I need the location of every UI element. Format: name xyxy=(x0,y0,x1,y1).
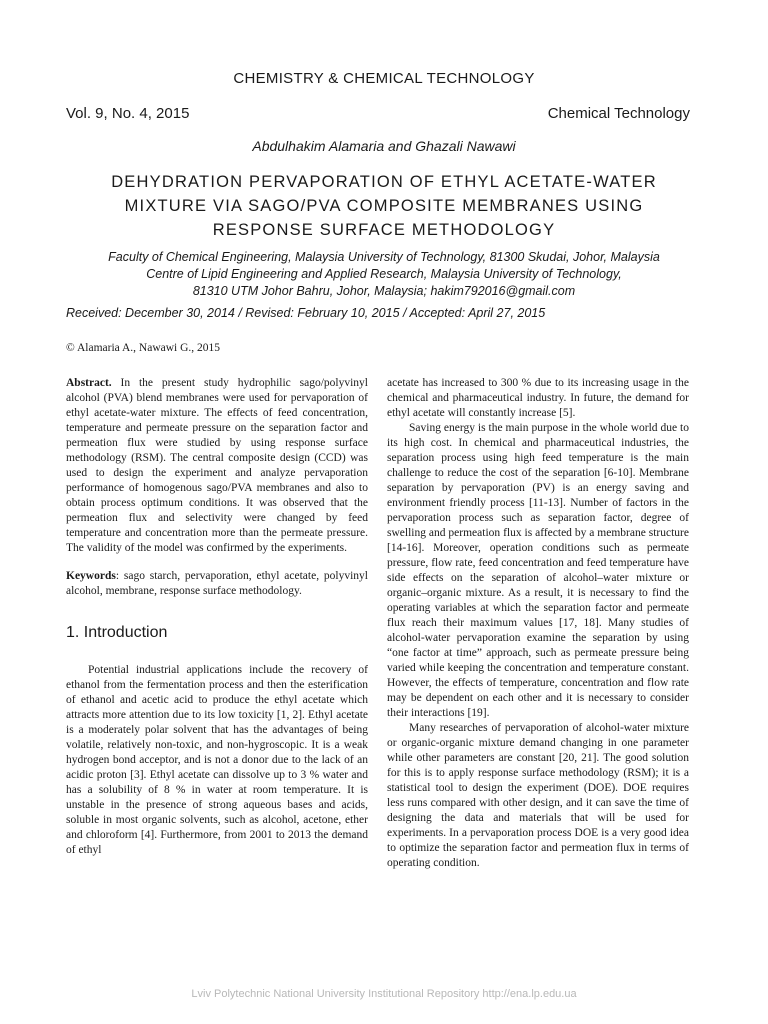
keywords-text: : sago starch, pervaporation, ethyl acetate, polyvinyl alcohol, membrane, response surface methodology. xyxy=(66,570,368,597)
intro-paragraph: acetate has increased to 300 % due to its increasing usage in the chemical and pharmaceutical industry. In future, the demand for ethyl acetate will constantly increase [5]. xyxy=(387,377,689,419)
intro-paragraph: Potential industrial applications include the recovery of ethanol from the fermentation process and then the esterification of ethanol and acetic acid to produce the ethyl acetate which attracts more attention due to its low toxicity [1, 2]. Ethyl acetate is a moderately polar solvent that has the advantages of being volatile, relatively non-toxic, and non-hygroscopic. It is a weak hydrogen bond acceptor, and is not a donor due to the lack of an acidic proton [3]. Ethyl acetate can dissolve up to 3 % water and has a solubility of 8 % in water at room temperature. It is unstable in the presence of strong aqueous bases and acids, soluble in most organic solvents, such as alcohol, acetone, ether and chloroform [4]. Furthermore, from 2001 to 2013 the demand of ethyl xyxy=(66,664,368,856)
issue-row xyxy=(66,105,690,122)
right-column xyxy=(387,376,689,871)
keywords xyxy=(66,569,368,599)
paper-title-line: RESPONSE SURFACE METHODOLOGY xyxy=(212,221,556,239)
affiliation-line: 81310 UTM Johor Bahru, Johor, Malaysia; hakim792016@gmail.com xyxy=(192,284,576,298)
affiliation-line: Faculty of Chemical Engineering, Malaysia University of Technology, 81300 Skudai, Johor, Malaysia xyxy=(108,250,660,264)
publication-dates: Received: December 30, 2014 / Revised: February 10, 2015 / Accepted: April 27, 2015 xyxy=(66,306,546,320)
article-authors: Abdulhakim Alamaria and Ghazali Nawawi xyxy=(252,138,516,154)
intro-paragraph: Saving energy is the main purpose in the whole world due to its high cost. In chemical and pharmaceutical industries, the separation process using high feed temperature is the main challenge to reduce the cost of the separation [6-10]. Membrane separation by pervaporation (PV) is an energy saving and environment friendly process [11-13]. Number of factors in the pervaporation process such as separation factor, degree of swelling and permeation flux is affected by a membrane structure [14-16]. Moreover, operation conditions such as permeate pressure, flow rate, feed concentration and feed temperature have side effects on the separation of alcohol–water mixture or organic–organic mixture. As a result, it is necessary to find the operating variables at which the separation factor and permeate flux reach their maximum values [17, 18]. Many studies of alcohol-water pervaporation examine the separation by using “one factor at time” approach, such as permeate pressure being varied while keeping the concentration and temperature constant. However, the effects of temperature, concentration and flow rate may be dependent on each other and it is necessary to consider their interactions [19]. xyxy=(387,422,689,719)
affiliations xyxy=(40,249,728,300)
journal-section: Chemical Technology xyxy=(547,105,690,122)
repository-footer: Lviv Polytechnic National University Institutional Repository http://ena.lp.edu.ua xyxy=(191,988,577,1000)
section-heading-introduction: 1. Introduction xyxy=(66,624,168,641)
abstract-text: In the present study hydrophilic sago/polyvinyl alcohol (PVA) blend membranes were used for pervaporation of ethyl acetate-water mixture. The effects of feed concentration, temperature and permeate pressure on the separation factor and permeation flux were studied by using response surface methodology (RSM). The central composite design (CCD) was used to design the experiment and analyze pervaporation performance of homogenous sago/PVA membranes and also to obtain process optimum conditions. It was observed that the permeation flux and selectivity were changed by feed temperature and concentration more than the permeate pressure. The validity of the model was confirmed by the experiments. xyxy=(66,377,369,554)
abstract-label: Abstract. xyxy=(66,377,112,389)
paper-title xyxy=(60,170,708,242)
keywords-label: Keywords xyxy=(66,570,116,582)
left-column xyxy=(66,376,368,858)
volume-info: Vol. 9, No. 4, 2015 xyxy=(66,105,190,122)
journal-title: CHEMISTRY & CHEMICAL TECHNOLOGY xyxy=(233,70,535,87)
paper-title-line: DEHYDRATION PERVAPORATION OF ETHYL ACETATE-WATER xyxy=(111,173,657,191)
copyright-notice: © Alamaria A., Nawawi G., 2015 xyxy=(66,342,221,354)
abstract xyxy=(66,376,368,556)
affiliation-line: Centre of Lipid Engineering and Applied Research, Malaysia University of Technology, xyxy=(146,267,622,281)
paper-title-line: MIXTURE VIA SAGO/PVA COMPOSITE MEMBRANES USING xyxy=(124,197,644,215)
intro-paragraph: Many researches of pervaporation of alcohol-water mixture or organic-organic mixture demand changing in one parameter while other parameters are constant [20, 21]. The good solution for this is to apply response surface methodology (RSM); it is a statistical tool to design the experiment (DOE). DOE requires less runs compared with other design, and it can save the time of designing the data and materials that will be used for experiments. In a pervaporation process DOE is a very good idea to optimize the separation factor and permeation flux in terms of operating condition. xyxy=(387,722,689,869)
